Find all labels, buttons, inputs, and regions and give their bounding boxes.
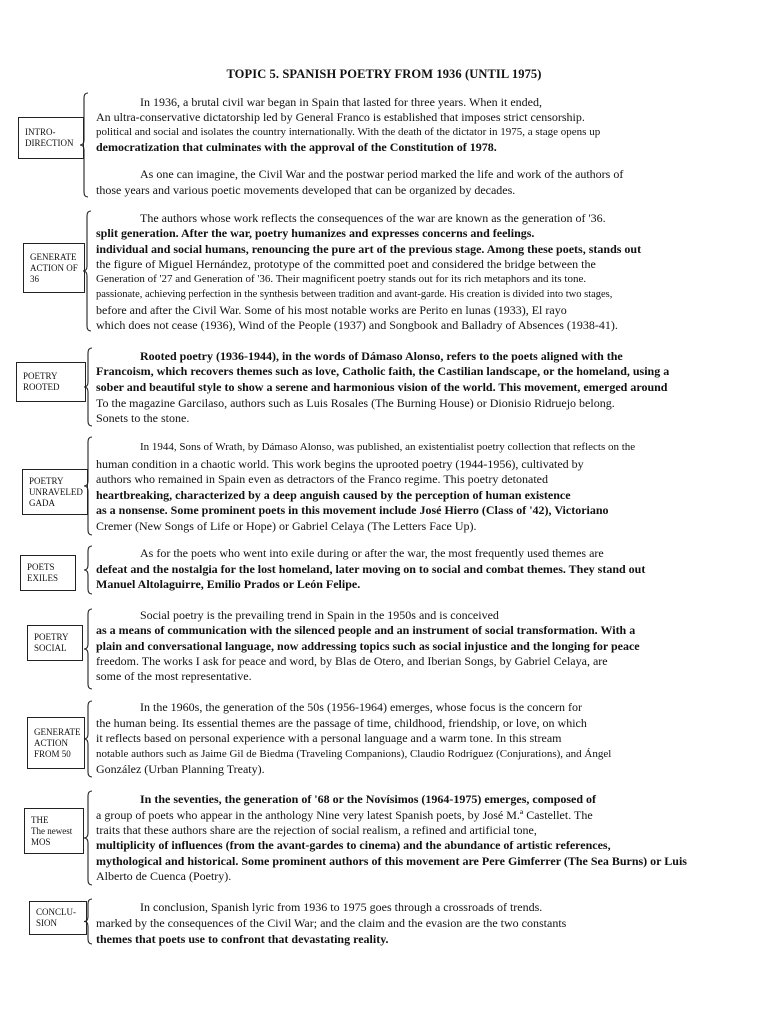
body-text-line: political and social and isolates the country internationally. With the death of the dictator in 1975, a stage opens up (96, 126, 601, 138)
section-label-line: ROOTED (23, 382, 60, 392)
body-text-line: In the seventies, the generation of '68 or the Novísimos (1964-1975) emerges, composed of (140, 792, 597, 806)
section-label-box (20, 555, 76, 591)
section-label-line: GENERATE (30, 251, 77, 262)
curly-brace-icon (82, 898, 94, 945)
body-text-line: Sonets to the stone. (96, 411, 190, 425)
body-text-line: it reflects based on personal experience with a personal language and a warm tone. In this stream (96, 731, 562, 745)
body-text-line: plain and conversational language, now addressing topics such as social injustice and the longing for peace (96, 639, 640, 653)
body-text-line: the human being. Its essential themes are the passage of time, childhood, friendship, or love, on which (96, 716, 587, 730)
curly-brace-icon (82, 700, 94, 778)
body-text-line: In 1944, Sons of Wrath, by Dámaso Alonso, was published, an existentialist poetry collection that reflects on the (140, 441, 636, 453)
body-text-line: As one can imagine, the Civil War and the postwar period marked the life and work of the authors of (140, 167, 624, 181)
section-label-line: INTRO- (25, 127, 56, 137)
section-label-line: SION (36, 918, 58, 928)
curly-brace-icon (82, 545, 94, 595)
body-text-line: As for the poets who went into exile during or after the war, the most frequently used themes are (140, 546, 604, 560)
section-label-line: ACTION OF (30, 262, 78, 273)
section-label-line: POETRY (34, 632, 69, 642)
section-label-line: FROM 50 (34, 748, 71, 759)
body-text-line: In 1936, a brutal civil war began in Spain that lasted for three years. When it ended, (140, 95, 542, 109)
body-text-line: Generation of '27 and Generation of '36. Their magnificent poetry stands out for its rich metaphors and its tone. (96, 273, 587, 285)
section-label-line: EXILES (27, 573, 58, 583)
curly-brace-icon (78, 92, 90, 198)
curly-brace-icon (82, 790, 94, 886)
section-label-line: MOS (31, 836, 51, 847)
section-label-line: ACTION (34, 737, 68, 748)
section-label-box (18, 117, 84, 159)
body-text-line: split generation. After the war, poetry humanizes and expresses concerns and feelings. (96, 226, 535, 240)
body-text-line: An ultra-conservative dictatorship led by General Franco is established that imposes strict censorship. (96, 110, 585, 124)
body-text-line: In the 1960s, the generation of the 50s (1956-1964) emerges, whose focus is the concern for (140, 700, 582, 714)
curly-brace-icon (82, 608, 94, 690)
body-text-line: human condition in a chaotic world. This work begins the uprooted poetry (1944-1956), cultivated by (96, 457, 584, 471)
body-text-line: sober and beautiful style to show a serene and harmonious vision of the world. This movement, emerged around (96, 380, 668, 394)
body-text-line: freedom. The works I ask for peace and word, by Blas de Otero, and Iberian Songs, by Gabriel Celaya, are (96, 654, 608, 668)
body-text-line: democratization that culminates with the approval of the Constitution of 1978. (96, 140, 497, 154)
body-text-line: marked by the consequences of the Civil War; and the claim and the evasion are the two constants (96, 916, 567, 930)
body-text-line: traits that these authors share are the rejection of social realism, a refined and artificial tone, (96, 823, 537, 837)
curly-brace-icon (82, 436, 94, 536)
body-text-line: Social poetry is the prevailing trend in Spain in the 1950s and is conceived (140, 608, 499, 622)
section-label-box (22, 469, 88, 515)
section-label-box (16, 362, 86, 402)
body-text-line: individual and social humans, renouncing the pure art of the previous stage. Among these poets, stands out (96, 242, 642, 256)
body-text-line: The authors whose work reflects the consequences of the war are known as the generation of '36. (140, 211, 606, 225)
section-label-box (23, 243, 85, 293)
section-label-line: POETS (27, 562, 55, 572)
section-label-line: UNRAVELED (29, 486, 83, 497)
section-label-line: CONCLU- (36, 907, 76, 917)
body-text-line: authors who remained in Spain even as detractors of the Franco regime. This poetry detonated (96, 472, 548, 486)
section-label-line: SOCIAL (34, 643, 67, 653)
body-text-line: themes that poets use to confront that devastating reality. (96, 932, 389, 946)
section-label-box (27, 717, 85, 769)
body-text-line: defeat and the nostalgia for the lost homeland, later moving on to social and combat themes. They stand out (96, 562, 646, 576)
body-text-line: Cremer (New Songs of Life or Hope) or Gabriel Celaya (The Letters Face Up). (96, 519, 477, 533)
curly-brace-icon (81, 210, 93, 332)
curly-brace-icon (82, 347, 94, 427)
section-label-box (29, 901, 87, 935)
body-text-line: Alberto de Cuenca (Poetry). (96, 869, 232, 883)
section-label-line: POETRY (23, 371, 58, 381)
body-text-line: those years and various poetic movements developed that can be organized by decades. (96, 183, 516, 197)
section-label-line: The newest (31, 825, 73, 836)
body-text-line: To the magazine Garcilaso, authors such as Luis Rosales (The Burning House) or Dionisio Ridruejo belong. (96, 396, 615, 410)
section-label-line: THE (31, 814, 49, 825)
body-text-line: a group of poets who appear in the anthology Nine very latest Spanish poets, by José M.ª Castellet. The (96, 808, 593, 822)
body-text-line: the figure of Miguel Hernández, prototype of the committed poet and considered the bridge between the (96, 257, 596, 271)
body-text-line: before and after the Civil War. Some of his most notable works are Perito en lunas (1933), El rayo (96, 303, 567, 317)
body-text-line: In conclusion, Spanish lyric from 1936 to 1975 goes through a crossroads of trends. (140, 900, 543, 914)
page-title: TOPIC 5. SPANISH POETRY FROM 1936 (UNTIL 1975) (226, 67, 542, 81)
body-text-line: Manuel Altolaguirre, Emilio Prados or León Felipe. (96, 577, 361, 591)
section-label-box (24, 808, 84, 854)
body-text-line: Francoism, which recovers themes such as love, Catholic faith, the Castilian landscape, or the homeland, using a (96, 364, 670, 378)
body-text-line: which does not cease (1936), Wind of the People (1937) and Songbook and Balladry of Absences (1938-41). (96, 318, 618, 332)
body-text-line: some of the most representative. (96, 669, 252, 683)
body-text-line: multiplicity of influences (from the avant-gardes to cinema) and the abundance of artistic references, (96, 838, 611, 852)
section-label-line: GADA (29, 497, 55, 508)
body-text-line: as a means of communication with the silenced people and an instrument of social transformation. With a (96, 623, 636, 637)
section-label-line: DIRECTION (25, 138, 74, 148)
body-text-line: heartbreaking, characterized by a deep anguish caused by the perception of human existence (96, 488, 571, 502)
body-text-line: passionate, achieving perfection in the synthesis between tradition and avant-garde. His creation is divided into two stages, (96, 289, 613, 300)
body-text-line: Rooted poetry (1936-1944), in the words of Dámaso Alonso, refers to the poets aligned with the (140, 349, 623, 363)
section-label-line: 36 (30, 273, 39, 284)
body-text-line: González (Urban Planning Treaty). (96, 762, 265, 776)
section-label-line: GENERATE (34, 726, 81, 737)
body-text-line: as a nonsense. Some prominent poets in this movement include José Hierro (Class of '42), Victoriano (96, 503, 609, 517)
section-label-box (27, 625, 83, 661)
section-label-line: POETRY (29, 475, 64, 486)
body-text-line: notable authors such as Jaime Gil de Biedma (Traveling Companions), Claudio Rodríguez (Conjurations), and Ángel (96, 748, 612, 760)
body-text-line: mythological and historical. Some prominent authors of this movement are Pere Gimferrer (The Sea Burns) or Luis (96, 854, 687, 868)
